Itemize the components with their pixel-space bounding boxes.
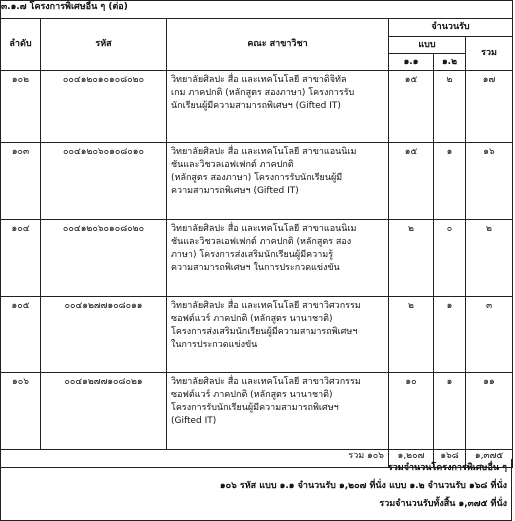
header-type1: ๑.๑ bbox=[389, 54, 434, 71]
table-row bbox=[1, 297, 513, 373]
faculty-line: วิทยาลัยศิลปะ สื่อ และเทคโนโลยี สาขาวิศวกรรม bbox=[171, 301, 361, 311]
row-total: ๒ bbox=[466, 220, 513, 297]
table-row bbox=[1, 143, 513, 220]
row-code: ๐๐๔๑๒๐๖๐๑๐๘๐๒๐ bbox=[41, 220, 167, 297]
sum-label: รวม ๑๐๖ bbox=[1, 450, 389, 468]
row-type2: ๑ bbox=[434, 297, 466, 373]
row-code: ๐๐๔๑๒๐๖๐๑๐๘๐๑๐ bbox=[41, 143, 167, 220]
header-type: แบบ bbox=[389, 37, 466, 54]
sum-total: ๑,๓๗๕ bbox=[466, 450, 513, 468]
header-capacity: จำนวนรับ bbox=[389, 19, 513, 37]
faculty-line: ความสามารถพิเศษฯ (Gifted IT) bbox=[171, 186, 299, 196]
row-type1: ๑๕ bbox=[389, 143, 434, 220]
row-code: ๐๐๔๑๒๐๑๐๑๐๘๐๒๐ bbox=[41, 71, 167, 143]
faculty-line: นักเรียนผู้มีความสามารถพิเศษฯ (Gifted IT) bbox=[171, 101, 341, 111]
row-total: ๑๗ bbox=[466, 71, 513, 143]
faculty-line: วิทยาลัยศิลปะ สื่อ และเทคโนโลยี สาขาดิจิทัล bbox=[171, 75, 347, 85]
table-row bbox=[1, 220, 513, 297]
row-total: ๑๑ bbox=[466, 373, 513, 450]
row-faculty bbox=[167, 143, 389, 220]
row-code: ๐๐๔๑๒๗๗๑๐๘๐๑๑ bbox=[41, 297, 167, 373]
row-type1: ๒ bbox=[389, 297, 434, 373]
row-faculty bbox=[167, 220, 389, 297]
row-type1: ๑๐ bbox=[389, 373, 434, 450]
header-total: รวม bbox=[466, 37, 513, 71]
row-type2: ๑ bbox=[434, 373, 466, 450]
row-type1: ๒ bbox=[389, 220, 434, 297]
faculty-line: ซอฟต์แวร์ ภาคปกติ (หลักสูตร นานาชาติ) bbox=[171, 314, 333, 324]
faculty-line: วิทยาลัยศิลปะ สื่อ และเทคโนโลยี สาขาวิศวกรรม bbox=[171, 377, 361, 387]
sum-type1: ๑,๒๐๗ bbox=[389, 450, 434, 468]
row-code: ๐๐๔๑๒๗๗๑๐๘๐๒๑ bbox=[41, 373, 167, 450]
faculty-line: ชันและวิชวลเอฟเฟกต์ ภาคปกติ bbox=[171, 160, 294, 170]
faculty-line: ชันและวิชวลเอฟเฟกต์ ภาคปกติ (หลักสูตร สอง bbox=[171, 237, 352, 247]
row-faculty bbox=[167, 297, 389, 373]
row-no: ๑๐๔ bbox=[1, 220, 41, 297]
header-no: ลำดับ bbox=[1, 19, 41, 71]
header-faculty: คณะ สาขาวิชา bbox=[167, 19, 389, 71]
row-total: ๓ bbox=[466, 297, 513, 373]
row-type1: ๑๕ bbox=[389, 71, 434, 143]
row-no: ๑๐๕ bbox=[1, 297, 41, 373]
faculty-line: เกม ภาคปกติ (หลักสูตร สองภาษา) โครงการรับ bbox=[171, 88, 355, 98]
header-type2: ๑.๒ bbox=[434, 54, 466, 71]
row-faculty bbox=[167, 71, 389, 143]
row-type2: ๒ bbox=[434, 71, 466, 143]
row-no: ๑๐๓ bbox=[1, 143, 41, 220]
summary-footer bbox=[0, 459, 512, 521]
faculty-line: ความสามารถพิเศษฯ ในการประกวดแข่งขัน bbox=[171, 263, 340, 273]
sum-type2: ๑๖๘ bbox=[434, 450, 466, 468]
header-code: รหัส bbox=[41, 19, 167, 71]
faculty-line: โครงการส่งเสริมนักเรียนผู้มีความสามารถพิเศษฯ bbox=[171, 327, 358, 337]
row-faculty bbox=[167, 373, 389, 450]
footer-line-2: ๑๐๖ รหัส แบบ ๑.๑ จำนวนรับ ๑,๒๐๗ ที่นั่ง แบบ ๑.๒ จำนวนรับ ๑๖๘ ที่นั่ง bbox=[219, 481, 507, 491]
row-no: ๑๐๒ bbox=[1, 71, 41, 143]
table-row bbox=[1, 71, 513, 143]
faculty-line: วิทยาลัยศิลปะ สื่อ และเทคโนโลยี สาขาแอนนิเม bbox=[171, 224, 357, 234]
table-row bbox=[1, 373, 513, 450]
faculty-line: วิทยาลัยศิลปะ สื่อ และเทคโนโลยี สาขาแอนนิเม bbox=[171, 147, 357, 157]
faculty-line: ในการประกวดแข่งขัน bbox=[171, 340, 258, 350]
faculty-line: โครงการรับนักเรียนผู้มีความสามารถพิเศษฯ bbox=[171, 403, 339, 413]
faculty-line: ซอฟต์แวร์ ภาคปกติ (หลักสูตร นานาชาติ) bbox=[171, 390, 333, 400]
section-title: ๓.๑.๗ โครงการพิเศษอื่น ๆ (ต่อ) bbox=[1, 1, 513, 19]
row-type2: ๑ bbox=[434, 143, 466, 220]
row-no: ๑๐๖ bbox=[1, 373, 41, 450]
footer-line-1: รวมจำนวนโครงการพิเศษอื่น ๆ bbox=[387, 463, 507, 473]
faculty-line: (หลักสูตร สองภาษา) โครงการรับนักเรียนผู้มี bbox=[171, 173, 343, 183]
row-type2: ๐ bbox=[434, 220, 466, 297]
faculty-line: ภาษา) โครงการส่งเสริมนักเรียนผู้มีความรู้ bbox=[171, 250, 334, 260]
row-total: ๑๖ bbox=[466, 143, 513, 220]
faculty-line: (Gifted IT) bbox=[171, 416, 217, 426]
footer-line-3: รวมจำนวนรับทั้งสิ้น ๑,๓๗๕ ที่นั่ง bbox=[379, 499, 507, 509]
